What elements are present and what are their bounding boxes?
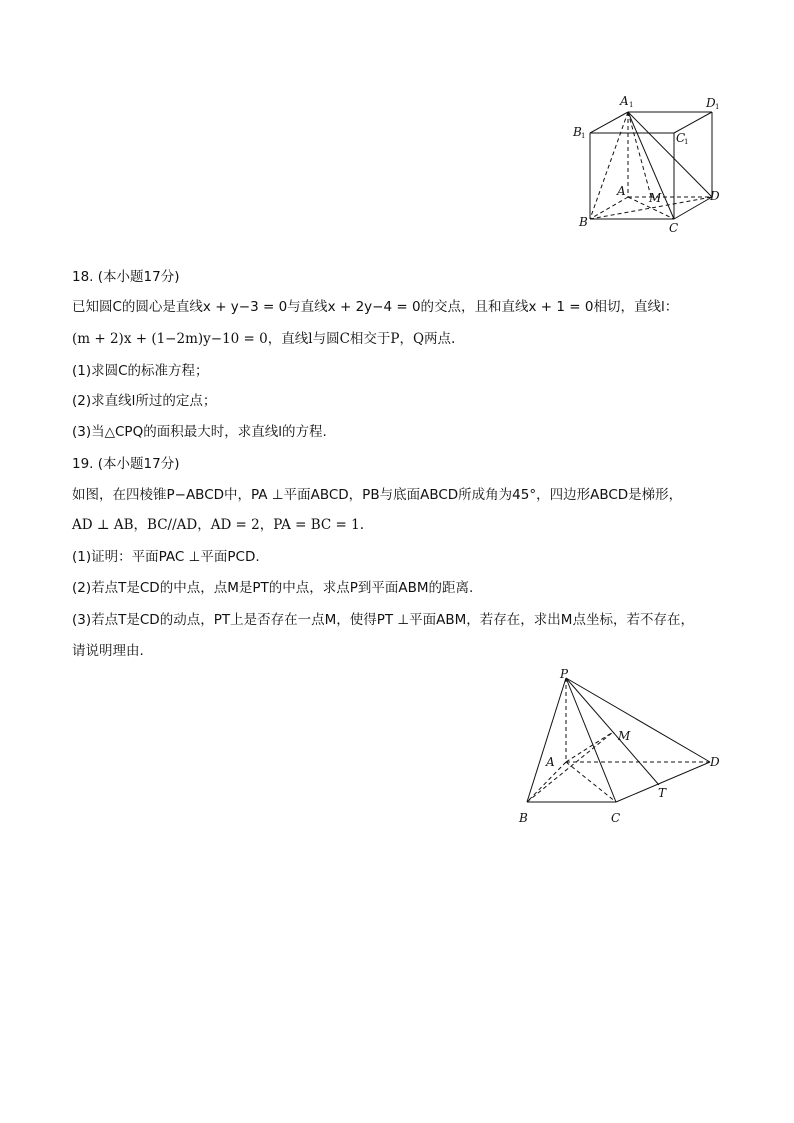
label-b: B <box>579 215 588 229</box>
label-m: M <box>618 729 631 743</box>
label-a: A <box>546 755 555 769</box>
label-b: B <box>519 811 528 825</box>
pyramid-figure <box>510 665 730 830</box>
label-c1-sub: 1 <box>684 138 689 146</box>
q18-line2: (m + 2)x + (1−2m)y−10 = 0，直线l与圆C相交于P，Q两点. <box>72 331 456 347</box>
label-a1: A <box>620 94 629 108</box>
q19-header: 19. (本小题17分) <box>72 456 180 472</box>
label-p: P <box>560 667 569 681</box>
label-m: M <box>649 191 662 205</box>
q19-part4: 请说明理由. <box>72 643 144 659</box>
label-d1: D <box>706 96 716 110</box>
label-c: C <box>611 811 621 825</box>
q19-part3: (3)若点T是CD的动点，PT上是否存在一点M，使得PT ⊥平面ABM，若存在，求出M点坐标，若不存在， <box>72 612 694 628</box>
q19-part2: (2)若点T是CD的中点，点M是PT的中点，求点P到平面ABM的距离. <box>72 580 474 596</box>
label-a: A <box>617 184 626 198</box>
q18-part3: (3)当△CPQ的面积最大时，求直线l的方程. <box>72 424 327 440</box>
label-b1-sub: 1 <box>581 132 586 140</box>
label-t: T <box>658 786 667 800</box>
q19-part1: (1)证明：平面PAC ⊥平面PCD. <box>72 549 260 565</box>
q18-header: 18. (本小题17分) <box>72 269 180 285</box>
q18-line1: 已知圆C的圆心是直线x + y−3 = 0与直线x + 2y−4 = 0的交点，且和直线x + 1 = 0相切，直线l： <box>72 299 679 315</box>
cube-figure <box>560 88 740 238</box>
label-d: D <box>710 189 720 203</box>
label-b1: B <box>573 125 582 139</box>
label-d: D <box>710 755 720 769</box>
label-a1-sub: 1 <box>629 101 634 109</box>
label-d1-sub: 1 <box>715 103 720 111</box>
label-c: C <box>669 221 679 235</box>
label-c1: C <box>676 131 686 145</box>
q18-part1: (1)求圆C的标准方程； <box>72 363 209 379</box>
q18-part2: (2)求直线l所过的定点； <box>72 393 217 409</box>
q19-line1: 如图，在四棱锥P−ABCD中，PA ⊥平面ABCD，PB与底面ABCD所成角为45°，四边形ABCD是梯形， <box>72 487 683 503</box>
q19-line2: AD ⊥ AB，BC//AD，AD = 2，PA = BC = 1. <box>72 517 365 533</box>
